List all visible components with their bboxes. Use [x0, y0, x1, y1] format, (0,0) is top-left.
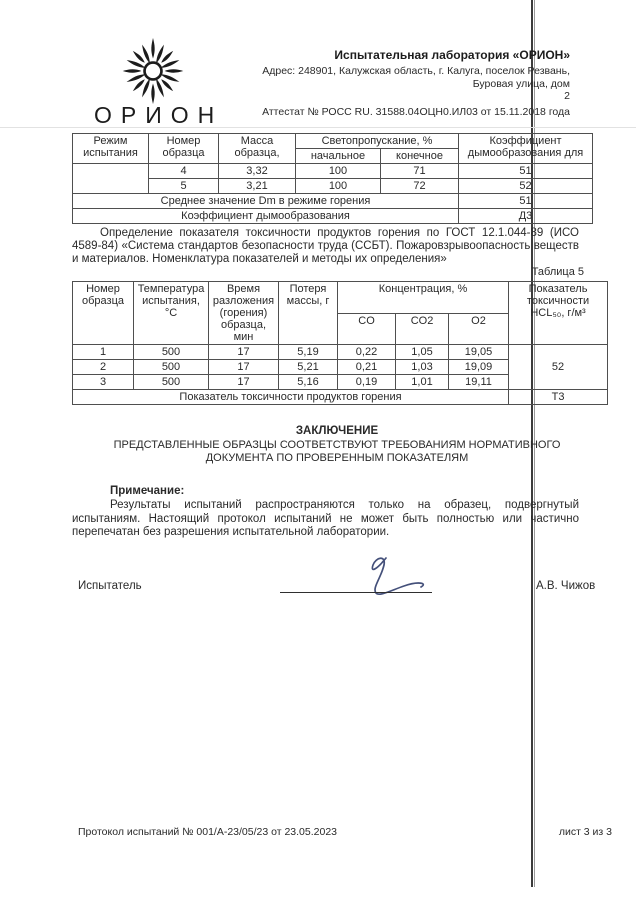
- col-header-smoke-coefficient: Коэффициент дымообразования для: [459, 134, 593, 164]
- col-header-light-final: конечное: [381, 149, 459, 164]
- col-header-sample-mass: Масса образца,: [219, 134, 296, 164]
- table-row: [73, 345, 608, 360]
- cell-mass-loss: 5,16: [279, 375, 338, 390]
- lab-logo: [88, 38, 224, 129]
- cell-sample: 3: [73, 375, 134, 390]
- note-text: Результаты испытаний распространяются только на образец, подвергнутый испытаниям. Настоящий протокол испытаний не может быть полностью или частично перепечатан без разрешения испытательной лаборатории.: [72, 499, 579, 538]
- col-header-toxicity-index: Показатель токсичности HCL₅₀, г/м³: [509, 282, 608, 345]
- table-5-label: Таблица 5: [531, 266, 584, 278]
- col-header-concentration: Концентрация, %: [338, 282, 509, 314]
- summary-row-average: [73, 194, 593, 209]
- cell-toxicity-index: 52: [509, 345, 608, 390]
- summary-row-toxicity: [73, 390, 608, 405]
- cell-time: 17: [209, 345, 279, 360]
- page-number-footer: лист 3 из 3: [558, 826, 612, 838]
- toxicity-determination-paragraph: Определение показателя токсичности продуктов горения по ГОСТ 12.1.044-89 (ИСО 4589-84) «Система стандартов безопасности труда (ССБТ). Пожаровзрывоопасность веществ и материалов. Номенклатура показателей и методы их определения»: [72, 227, 579, 265]
- signer-name: А.В. Чижов: [536, 580, 596, 592]
- lab-address-line2: 2: [564, 90, 570, 102]
- lab-certificate: Аттестат № РОСС RU. 31588.04ОЦН0.ИЛ03 от 15.11.2018 года: [262, 105, 570, 118]
- cell-mass-loss: 5,19: [279, 345, 338, 360]
- col-header-decomposition-time: Время разложения (горения) образца, мин: [209, 282, 279, 345]
- summary-value-coefficient: Д3: [459, 209, 593, 224]
- cell-co: 0,21: [338, 360, 396, 375]
- cell-temperature: 500: [134, 375, 209, 390]
- cell-co2: 1,01: [396, 375, 449, 390]
- cell-sample: 5: [149, 179, 219, 194]
- signature-line: [280, 592, 432, 593]
- conclusion-text: ПРЕДСТАВЛЕННЫЕ ОБРАЗЦЫ СООТВЕТСТВУЮТ ТРЕБОВАНИЯМ НОРМАТИВНОГО ДОКУМЕНТА ПО ПРОВЕРЕННЫМ ПОКАЗАТЕЛЯМ: [113, 439, 561, 464]
- note-title: Примечание:: [110, 485, 185, 497]
- cell-time: 17: [209, 360, 279, 375]
- col-header-light-initial: начальное: [296, 149, 381, 164]
- summary-value-toxicity: Т3: [509, 390, 608, 405]
- cell-mass: 3,32: [219, 164, 296, 179]
- summary-value-average: 51: [459, 194, 593, 209]
- col-header-light-transmission: Светопропускание, %: [296, 134, 459, 149]
- cell-coefficient: 51: [459, 164, 593, 179]
- cell-co2: 1,05: [396, 345, 449, 360]
- cell-temperature: 500: [134, 345, 209, 360]
- cell-o2: 19,09: [449, 360, 509, 375]
- cell-sample: 4: [149, 164, 219, 179]
- cell-light-initial: 100: [296, 179, 381, 194]
- cell-mass-loss: 5,21: [279, 360, 338, 375]
- header-divider: [0, 127, 636, 128]
- col-header-co: CO: [338, 313, 396, 345]
- cell-coefficient: 52: [459, 179, 593, 194]
- toxicity-table: [72, 281, 608, 405]
- cell-mode-merged: [73, 164, 149, 194]
- summary-label-average: Среднее значение Dm в режиме горения: [73, 194, 459, 209]
- cell-co: 0,22: [338, 345, 396, 360]
- cell-co: 0,19: [338, 375, 396, 390]
- table-row: [73, 164, 593, 179]
- lab-address-line1: Адрес: 248901, Калужская область, г. Калуга, поселок Резвань, Буровая улица, дом: [262, 65, 570, 90]
- conclusion-title: ЗАКЛЮЧЕНИЕ: [295, 425, 379, 437]
- col-header-sample-number: Номер образца: [149, 134, 219, 164]
- col-header-sample-number: Номер образца: [73, 282, 134, 345]
- sunburst-logo-icon: [117, 38, 189, 104]
- cell-sample: 2: [73, 360, 134, 375]
- cell-sample: 1: [73, 345, 134, 360]
- cell-mass: 3,21: [219, 179, 296, 194]
- cell-co2: 1,03: [396, 360, 449, 375]
- cell-light-final: 72: [381, 179, 459, 194]
- cell-o2: 19,11: [449, 375, 509, 390]
- summary-label-toxicity: Показатель токсичности продуктов горения: [73, 390, 509, 405]
- smoke-coefficient-table: [72, 133, 593, 224]
- cell-light-initial: 100: [296, 164, 381, 179]
- cell-temperature: 500: [134, 360, 209, 375]
- col-header-test-temperature: Температура испытания, °С: [134, 282, 209, 345]
- col-header-o2: O2: [449, 313, 509, 345]
- col-header-test-mode: Режим испытания: [73, 134, 149, 164]
- lab-header-info: [236, 48, 570, 118]
- protocol-number-footer: Протокол испытаний № 001/А-23/05/23 от 23.05.2023: [78, 826, 338, 838]
- summary-label-coefficient: Коэффициент дымообразования: [73, 209, 459, 224]
- cell-o2: 19,05: [449, 345, 509, 360]
- logo-wordmark: ОРИОН: [94, 102, 224, 128]
- cell-time: 17: [209, 375, 279, 390]
- table-row: [73, 179, 593, 194]
- summary-row-coefficient: [73, 209, 593, 224]
- signer-role-label: Испытатель: [78, 580, 142, 592]
- cell-light-final: 71: [381, 164, 459, 179]
- lab-title: Испытательная лаборатория «ОРИОН»: [334, 48, 570, 62]
- col-header-co2: CO2: [396, 313, 449, 345]
- col-header-mass-loss: Потеря массы, г: [279, 282, 338, 345]
